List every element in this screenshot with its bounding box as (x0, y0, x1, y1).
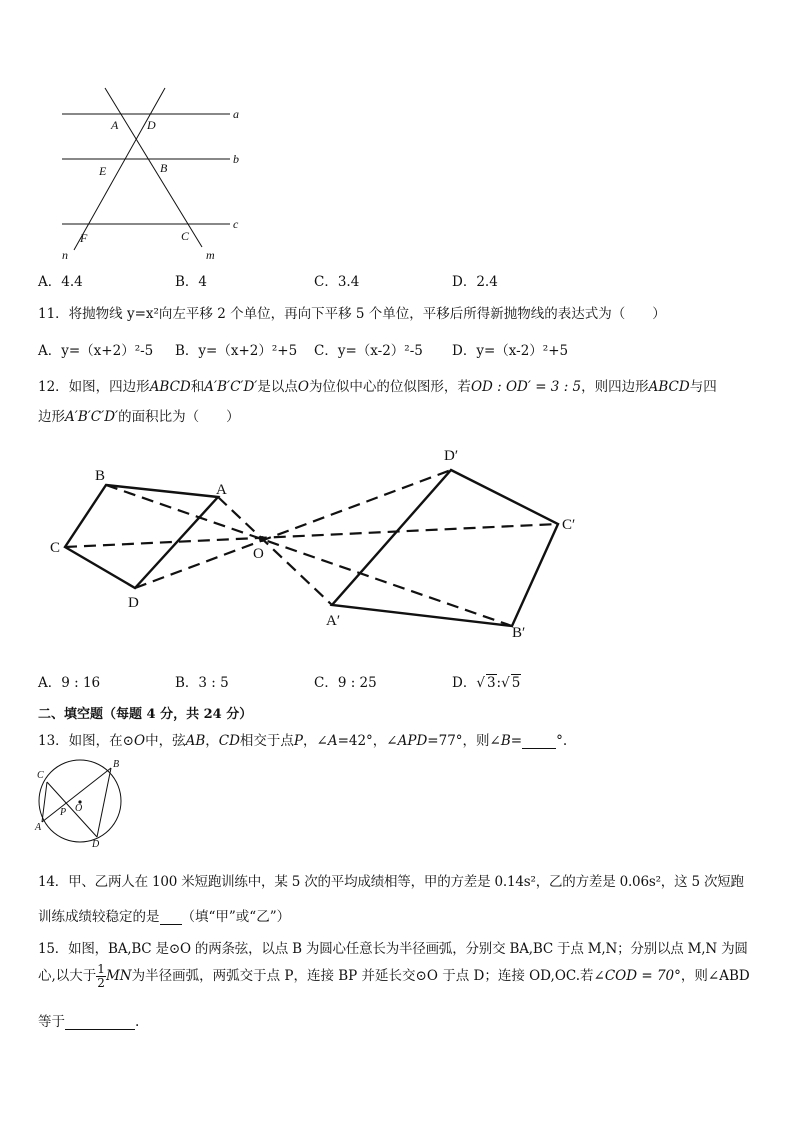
q10-option-b: B．4 (175, 274, 208, 290)
q13-label-D: D (92, 839, 100, 848)
point-label-E: E (99, 164, 107, 178)
q12-option-d: D．√ 3:√ 5 (452, 675, 521, 691)
line-label-a: a (233, 107, 239, 121)
q12-option-d-sqrt-a: 3 (486, 675, 496, 691)
q15-stem-line1: 15．如图，BA,BC 是⊙O 的两条弦，以点 B 为圆心任意长为半径画弧，分别交 BA,BC 于点 M,N；分别以点 M,N 为圆 (38, 941, 748, 957)
q12-option-d-sqrt-b: 5 (511, 675, 521, 691)
q15-answer-blank[interactable] (65, 1013, 135, 1030)
point-label-A: A (111, 118, 119, 132)
q12-stem-line1: 12．如图，四边形ABCD和A′B′C′D′是以点O为位似中心的位似图形，若OD : OD′ = 3 : 5，则四边形ABCD与四 (38, 379, 717, 395)
q12-label-A-prime: A′ (326, 613, 341, 629)
q12-label-D: D (128, 595, 139, 611)
q13-answer-blank[interactable] (522, 732, 556, 749)
q15-stem-line2: 心,以大于 $\frac{1}{2}$ MN为半径画弧，两弧交于点 P，连接 BP 并延长交⊙O 于点 D；连接 OD,OC.若∠COD = 70°，则∠ABD (38, 962, 750, 990)
line-label-n: n (62, 248, 68, 262)
q13-label-B: B (113, 759, 120, 770)
q10-option-a: A．4.4 (38, 274, 83, 290)
figure-q12-homothety (40, 440, 600, 645)
q14-stem-line2: 训练成绩较稳定的是 （填“甲”或“乙”） (38, 909, 291, 925)
q12-option-a: A．9 : 16 (38, 675, 101, 691)
q14-answer-blank[interactable] (160, 908, 182, 925)
q14-stem-line1: 14．甲、乙两人在 100 米短跑训练中，某 5 次的平均成绩相等，甲的方差是 0.14s²，乙的方差是 0.06s²，这 5 次短跑 (38, 874, 744, 890)
q12-label-D-prime: D′ (444, 448, 459, 464)
q12-label-B-prime: B′ (512, 625, 526, 641)
line-label-b: b (233, 152, 239, 166)
q15-stem-line3: 等于 . (38, 1014, 140, 1030)
point-label-B: B (160, 161, 168, 175)
q12-label-C: C (50, 540, 61, 556)
q11-option-b: B．y=（x+2）²+5 (175, 343, 298, 359)
figure-q10-parallel-lines (50, 82, 260, 264)
q13-label-A: A (35, 822, 42, 833)
q12-label-B: B (95, 468, 106, 484)
q10-option-d: D．2.4 (452, 274, 498, 290)
q12-label-C-prime: C′ (562, 517, 576, 533)
line-label-c: c (233, 217, 239, 231)
figure-q13-circle (34, 756, 126, 848)
q10-option-c: C．3.4 (314, 274, 360, 290)
q12-option-b: B．3 : 5 (175, 675, 229, 691)
q13-stem: 13．如图，在⊙O中，弦AB，CD相交于点P，∠A=42°，∠APD=77°，则∠B= °. (38, 733, 568, 749)
q13-label-P: P (60, 807, 67, 818)
q11-stem: 11．将抛物线 y=x²向左平移 2 个单位，再向下平移 5 个单位，平移后所得新抛物线的表达式为（ ） (38, 306, 666, 322)
section-2-title: 二、填空题（每题 4 分，共 24 分） (38, 707, 253, 722)
q11-option-d: D．y=（x-2）²+5 (452, 343, 569, 359)
q15-fraction: $\frac{1}{2}$ (97, 962, 105, 990)
q12-stem-line2: 边形A′B′C′D′的面积比为（ ） (38, 409, 240, 425)
point-label-C: C (181, 229, 190, 243)
point-label-F: F (80, 231, 88, 245)
q12-label-O: O (253, 546, 264, 562)
q12-label-A: A (216, 482, 227, 498)
q13-label-C: C (37, 770, 44, 781)
q11-option-a: A．y=（x+2）²-5 (38, 343, 154, 359)
q12-ratio: OD : OD′ = 3 : 5 (470, 379, 582, 395)
q12-option-c: C．9 : 25 (314, 675, 377, 691)
q11-option-c: C．y=（x-2）²-5 (314, 343, 423, 359)
q13-label-O: O (75, 803, 83, 814)
line-label-m: m (206, 248, 215, 262)
point-label-D: D (147, 118, 156, 132)
